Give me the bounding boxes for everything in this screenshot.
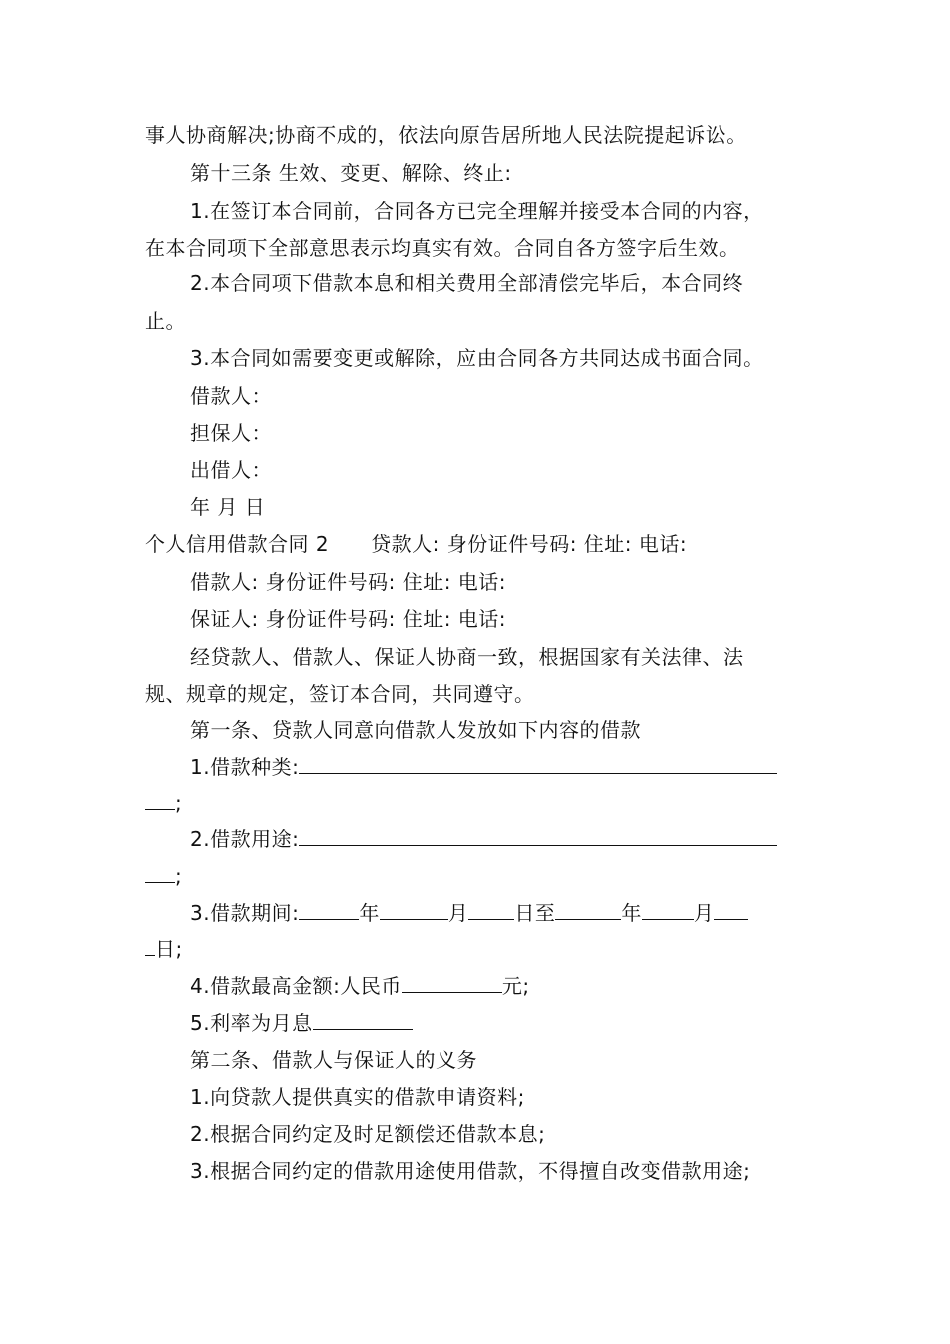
paragraph-line: 经贷款人、借款人、保证人协商一致，根据国家有关法律、法	[190, 645, 744, 669]
loan-period-line	[190, 900, 748, 926]
lender-signature-label: 出借人：	[190, 458, 272, 482]
loan-period-line-cont	[145, 936, 183, 962]
loan-purpose-label: 2.借款用途:	[190, 827, 300, 851]
currency-unit: 元;	[501, 974, 530, 998]
punctuation: ;	[175, 864, 183, 888]
end-month-blank[interactable]	[642, 901, 694, 920]
paragraph-line: 1.在签订本合同前，合同各方已完全理解并接受本合同的内容，	[190, 199, 764, 223]
guarantor-signature-label: 担保人：	[190, 421, 272, 445]
date-label: 年 月 日	[190, 495, 266, 519]
guarantor-info-fields: 保证人: 身份证件号码: 住址: 电话:	[190, 607, 507, 631]
start-year-blank[interactable]	[299, 901, 359, 920]
interest-rate-label: 5.利率为月息	[190, 1011, 313, 1035]
paragraph-line: 止。	[145, 309, 186, 333]
end-day-blank-cont[interactable]	[145, 937, 155, 956]
loan-type-line-cont	[145, 790, 182, 816]
year-label: 年	[621, 901, 642, 925]
end-year-blank[interactable]	[555, 901, 621, 920]
obligation-item: 3.根据合同约定的借款用途使用借款，不得擅自改变借款用途;	[190, 1159, 751, 1183]
contract-2-title-line	[145, 531, 687, 557]
max-amount-line	[190, 973, 530, 999]
end-day-blank[interactable]	[714, 901, 748, 920]
month-label: 月	[693, 901, 715, 925]
paragraph-line: 2.本合同项下借款本息和相关费用全部清偿完毕后，本合同终	[190, 271, 744, 295]
loan-type-blank[interactable]	[299, 755, 777, 774]
paragraph-line: 在本合同项下全部意思表示均真实有效。合同自各方签字后生效。	[145, 236, 740, 260]
loan-purpose-line-cont	[145, 863, 182, 889]
borrower-info-fields: 借款人: 身份证件号码: 住址: 电话:	[190, 570, 507, 594]
loan-purpose-line	[190, 826, 777, 852]
day-to-label: 日至	[514, 901, 556, 925]
interest-rate-blank[interactable]	[313, 1011, 413, 1030]
obligation-item: 1.向贷款人提供真实的借款申请资料;	[190, 1085, 525, 1109]
contract-2-title: 个人信用借款合同 2	[145, 532, 330, 556]
lender-info-fields: 贷款人: 身份证件号码: 住址: 电话:	[371, 532, 688, 556]
obligation-item: 2.根据合同约定及时足额偿还借款本息;	[190, 1122, 546, 1146]
start-month-blank[interactable]	[380, 901, 448, 920]
article-1-heading: 第一条、贷款人同意向借款人发放如下内容的借款	[190, 718, 641, 742]
paragraph-line: 规、规章的规定，签订本合同，共同遵守。	[145, 682, 535, 706]
interest-rate-line	[190, 1010, 413, 1036]
max-amount-label: 4.借款最高金额:人民币	[190, 974, 402, 998]
punctuation: ;	[175, 791, 183, 815]
max-amount-blank[interactable]	[402, 974, 502, 993]
day-label: 日;	[155, 937, 183, 961]
month-label: 月	[447, 901, 469, 925]
year-label: 年	[359, 901, 380, 925]
loan-type-blank-cont[interactable]	[145, 791, 175, 810]
loan-type-label: 1.借款种类:	[190, 755, 300, 779]
loan-purpose-blank-cont[interactable]	[145, 864, 175, 883]
loan-purpose-blank[interactable]	[299, 827, 777, 846]
article-2-heading: 第二条、借款人与保证人的义务	[190, 1048, 477, 1072]
start-day-blank[interactable]	[468, 901, 514, 920]
loan-period-label: 3.借款期间:	[190, 901, 300, 925]
paragraph-line: 事人协商解决;协商不成的，依法向原告居所地人民法院提起诉讼。	[145, 123, 747, 147]
paragraph-line: 3.本合同如需要变更或解除，应由合同各方共同达成书面合同。	[190, 346, 764, 370]
article-13-heading: 第十三条 生效、变更、解除、终止:	[190, 161, 512, 185]
loan-type-line	[190, 754, 777, 780]
borrower-signature-label: 借款人：	[190, 384, 272, 408]
